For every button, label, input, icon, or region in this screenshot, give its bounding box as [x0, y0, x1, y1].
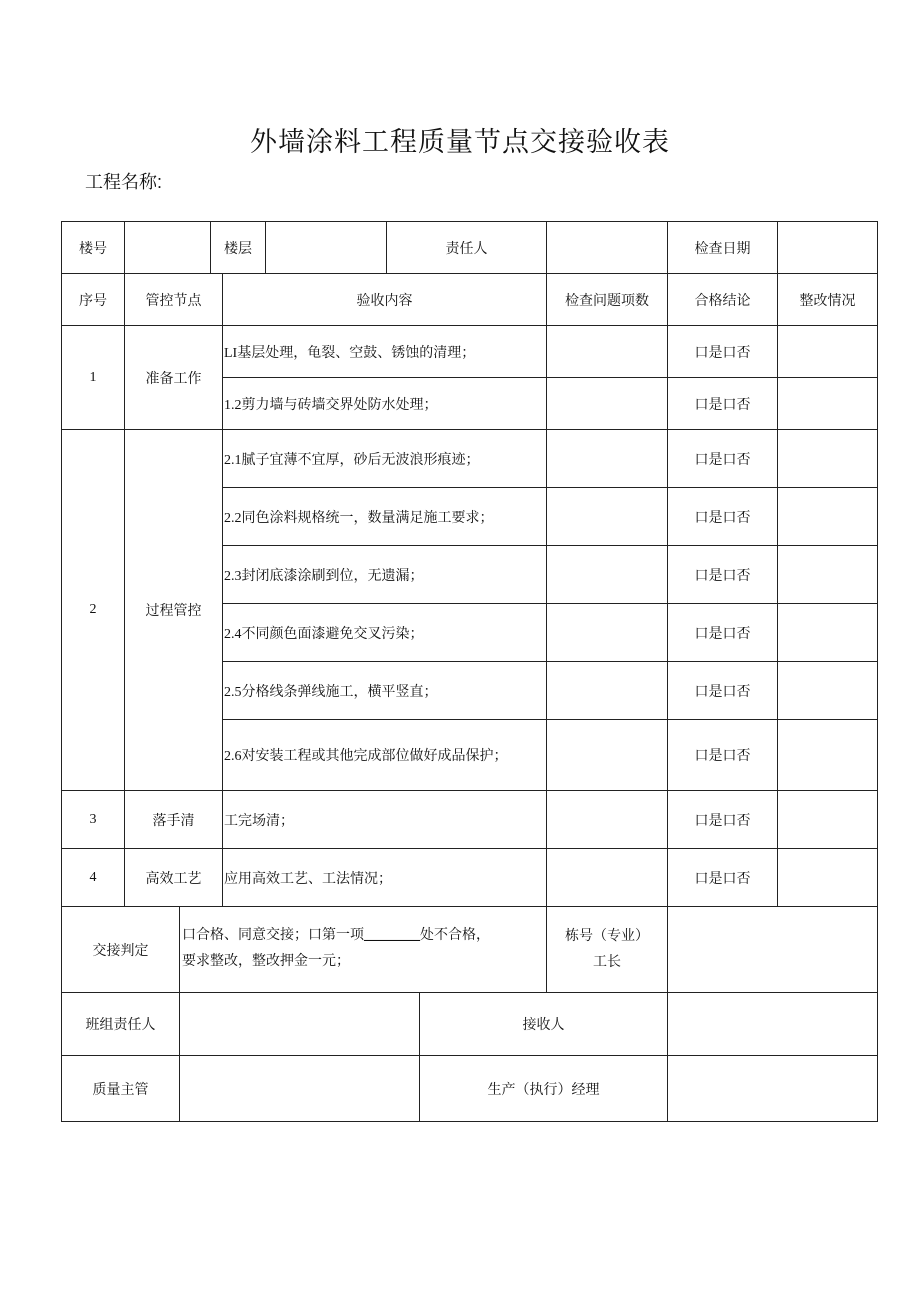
item-2-5-rectify[interactable] [777, 661, 878, 720]
item-2-1-rectify[interactable] [777, 429, 878, 488]
foreman-label-line-2: 工长 [593, 954, 621, 970]
content-header: 验收内容 [222, 273, 547, 326]
item-2-5-result[interactable]: 口是口否 [667, 661, 778, 720]
handover-line-2: 要求整改，整改押金一元； [182, 954, 350, 969]
project-name-label: 工程名称: [85, 172, 163, 192]
seq-header: 序号 [61, 273, 125, 326]
item-3-content: 工完场清； [222, 790, 547, 849]
team-leader-signature[interactable] [179, 992, 420, 1056]
item-2-1-content: 2.1腻子宜薄不宜厚，砂后无波浪形痕迹； [222, 429, 547, 488]
item-4-result[interactable]: 口是口否 [667, 848, 778, 907]
item-2-2-issues[interactable] [546, 487, 668, 546]
quality-supervisor-signature[interactable] [179, 1055, 420, 1122]
item-3-rectify[interactable] [777, 790, 878, 849]
handover-decision[interactable] [179, 906, 547, 993]
rectify-header: 整改情况 [777, 273, 878, 326]
item-1-1-result[interactable]: 口是口否 [667, 325, 778, 378]
responsible-field[interactable] [546, 221, 668, 274]
item-1-1-content: LI基层处理，龟裂、空鼓、锈蚀的清理； [222, 325, 547, 378]
floor-label: 楼层 [210, 221, 266, 274]
conclusion-header: 合格结论 [667, 273, 778, 326]
item-1-2-result[interactable]: 口是口否 [667, 377, 778, 430]
issue-count-header: 检查问题项数 [546, 273, 668, 326]
inspection-table [61, 221, 878, 1122]
item-2-5-issues[interactable] [546, 661, 668, 720]
handover-option-fail: 处不合格， [420, 928, 490, 943]
item-1-1-rectify[interactable] [777, 325, 878, 378]
group-1-node: 准备工作 [124, 325, 223, 430]
item-2-2-rectify[interactable] [777, 487, 878, 546]
production-manager-signature[interactable] [667, 1055, 878, 1122]
item-1-1-issues[interactable] [546, 325, 668, 378]
foreman-signature[interactable] [667, 906, 878, 993]
item-4-issues[interactable] [546, 848, 668, 907]
item-2-6-result[interactable]: 口是口否 [667, 719, 778, 791]
item-2-4-result[interactable]: 口是口否 [667, 603, 778, 662]
group-1-seq: 1 [61, 325, 125, 430]
item-2-6-issues[interactable] [546, 719, 668, 791]
item-2-2-result[interactable]: 口是口否 [667, 487, 778, 546]
group-2-node: 过程管控 [124, 429, 223, 791]
production-manager-label: 生产（执行）经理 [419, 1055, 668, 1122]
responsible-label: 责任人 [386, 221, 547, 274]
item-2-4-rectify[interactable] [777, 603, 878, 662]
item-2-6-content: 2.6对安装工程或其他完成部位做好成品保护； [222, 719, 547, 791]
item-2-5-content: 2.5分格线条弹线施工，横平竖直； [222, 661, 547, 720]
item-2-2-content: 2.2同色涂料规格统一，数量满足施工要求； [222, 487, 547, 546]
group-4-seq: 4 [61, 848, 125, 907]
building-field[interactable] [124, 221, 211, 274]
quality-supervisor-label: 质量主管 [61, 1055, 180, 1122]
group-3-seq: 3 [61, 790, 125, 849]
item-3-result[interactable]: 口是口否 [667, 790, 778, 849]
item-2-3-result[interactable]: 口是口否 [667, 545, 778, 604]
building-label: 楼号 [61, 221, 125, 274]
item-2-3-issues[interactable] [546, 545, 668, 604]
floor-field[interactable] [265, 221, 387, 274]
item-1-2-content: 1.2剪力墙与砖墙交界处防水处理； [222, 377, 547, 430]
item-2-3-content: 2.3封闭底漆涂刷到位，无遗漏； [222, 545, 547, 604]
group-2-seq: 2 [61, 429, 125, 791]
foreman-label-line-1: 栋号（专业） [565, 928, 649, 944]
item-2-1-issues[interactable] [546, 429, 668, 488]
handover-line-1 [182, 923, 546, 949]
item-1-2-issues[interactable] [546, 377, 668, 430]
check-date-label: 检查日期 [667, 221, 778, 274]
handover-option-pass: 口合格、同意交接；口第一项 [182, 928, 364, 943]
receiver-signature[interactable] [667, 992, 878, 1056]
group-3-node: 落手清 [124, 790, 223, 849]
form-title: 外墙涂料工程质量节点交接验收表 [250, 127, 670, 157]
team-leader-label: 班组责任人 [61, 992, 180, 1056]
foreman-label [546, 906, 668, 993]
item-2-3-rectify[interactable] [777, 545, 878, 604]
handover-label: 交接判定 [61, 906, 180, 993]
item-2-6-rectify[interactable] [777, 719, 878, 791]
check-date-field[interactable] [777, 221, 878, 274]
receiver-label: 接收人 [419, 992, 668, 1056]
group-4-node: 高效工艺 [124, 848, 223, 907]
item-3-issues[interactable] [546, 790, 668, 849]
item-4-rectify[interactable] [777, 848, 878, 907]
item-4-content: 应用高效工艺、工法情况； [222, 848, 547, 907]
control-node-header: 管控节点 [124, 273, 223, 326]
item-1-2-rectify[interactable] [777, 377, 878, 430]
item-2-4-issues[interactable] [546, 603, 668, 662]
handover-blank[interactable]: ________ [364, 928, 420, 943]
item-2-4-content: 2.4不同颜色面漆避免交叉污染； [222, 603, 547, 662]
item-2-1-result[interactable]: 口是口否 [667, 429, 778, 488]
